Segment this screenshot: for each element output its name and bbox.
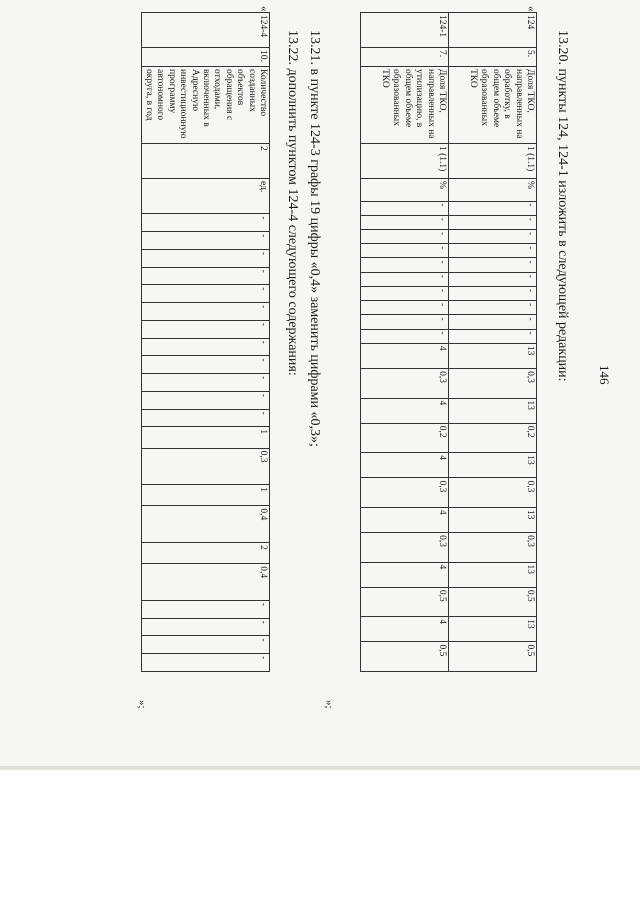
- table-cell: 13: [449, 343, 537, 368]
- table-cell: -: [141, 409, 269, 427]
- table-cell: -: [141, 654, 269, 672]
- table-cell: 1: [141, 427, 269, 448]
- table-cell: Доля ТКО, направленных на обработку, в общем объеме образованных ТКО: [449, 67, 537, 144]
- table-cell: 4: [361, 453, 449, 478]
- table-cell: -: [141, 214, 269, 232]
- table-cell: 13: [449, 507, 537, 532]
- table-cell: -: [141, 374, 269, 392]
- instruction-13-20: 13.20. пункты 124, 124-1 изложить в следующей редакции:: [555, 30, 570, 382]
- table-cell: -: [449, 286, 537, 300]
- table-cell: -: [361, 301, 449, 315]
- table-cell: 4: [361, 343, 449, 368]
- table-cell: 0,3: [361, 533, 449, 562]
- quote-open-1: «: [525, 6, 537, 12]
- table-cell: -: [141, 636, 269, 654]
- table-row: [361, 13, 449, 672]
- table-cell: -: [141, 232, 269, 250]
- table-cell: 10.: [141, 48, 269, 67]
- quote-close-1: »;: [323, 700, 335, 709]
- table-cell: -: [141, 320, 269, 338]
- table-cell: 7.: [361, 48, 449, 67]
- table-cell: 13: [449, 398, 537, 423]
- table-cell: 0,5: [449, 587, 537, 616]
- table-cell: 1: [141, 485, 269, 506]
- table-cell: 124-1: [361, 13, 449, 48]
- table-row: [141, 13, 269, 672]
- table-cell: 4: [361, 398, 449, 423]
- table-cell: %: [361, 179, 449, 202]
- table-cell: 2: [141, 543, 269, 564]
- instruction-13-22: 13.22. дополнить пунктом 124-4 следующего содержания:: [285, 30, 300, 376]
- table-cell: 0,3: [361, 478, 449, 507]
- table-cell: ед.: [141, 179, 269, 214]
- table-cell: 0,4: [141, 564, 269, 601]
- quote-close-2: »;: [136, 700, 148, 709]
- table-cell: 1 (1.1): [449, 144, 537, 179]
- table-cell: 124-4: [141, 13, 269, 48]
- table-cell: -: [141, 618, 269, 636]
- table-cell: -: [361, 272, 449, 286]
- table-cell: 13: [449, 617, 537, 642]
- table-cell: -: [361, 315, 449, 329]
- table-cell: 4: [361, 562, 449, 587]
- table-cell: -: [449, 329, 537, 343]
- table-cell: -: [141, 356, 269, 374]
- table-cell: 124: [449, 13, 537, 48]
- table-cell: 0,4: [141, 506, 269, 543]
- table-cell: 0,2: [361, 423, 449, 452]
- table-cell: -: [141, 391, 269, 409]
- table-cell: -: [141, 303, 269, 321]
- table-cell: 0,2: [449, 423, 537, 452]
- table-cell: 4: [361, 507, 449, 532]
- table-cell: -: [449, 201, 537, 215]
- table-cell: -: [449, 215, 537, 229]
- table-cell: -: [361, 215, 449, 229]
- table-cell: 0,3: [449, 478, 537, 507]
- table-cell: 4: [361, 617, 449, 642]
- table-cell: 0,5: [361, 587, 449, 616]
- table-cell: -: [449, 272, 537, 286]
- table-cell: 13: [449, 453, 537, 478]
- table-cell: 0,3: [449, 533, 537, 562]
- table-cell: -: [141, 249, 269, 267]
- table-cell: %: [449, 179, 537, 202]
- table-cell: -: [361, 201, 449, 215]
- amendment-table-124-4: [141, 12, 270, 672]
- table-cell: -: [449, 315, 537, 329]
- table-cell: -: [449, 244, 537, 258]
- table-cell: -: [141, 600, 269, 618]
- quote-open-2: «: [258, 6, 270, 12]
- table-cell: -: [361, 286, 449, 300]
- table-cell: -: [449, 301, 537, 315]
- page-number: 146: [597, 365, 612, 385]
- table-cell: Количество созданных объектов обращения с отходами, включенных в Адресную инвестиционную программу автономного округа, в год: [141, 67, 269, 144]
- table-cell: Доля ТКО, направленных на утилизацию, в общем объеме образованных ТКО: [361, 67, 449, 144]
- table-cell: -: [141, 267, 269, 285]
- table-cell: -: [449, 258, 537, 272]
- table-cell: -: [141, 285, 269, 303]
- table-cell: 2: [141, 144, 269, 179]
- table-row: [449, 13, 537, 672]
- table-cell: -: [449, 229, 537, 243]
- table-cell: -: [361, 329, 449, 343]
- table-cell: -: [361, 258, 449, 272]
- table-cell: 0,5: [361, 642, 449, 672]
- table-cell: 0,5: [449, 642, 537, 672]
- table-cell: -: [361, 229, 449, 243]
- table-cell: -: [141, 338, 269, 356]
- table-cell: 0,3: [449, 369, 537, 398]
- table-cell: 0,3: [141, 448, 269, 485]
- table-cell: 1 (1.1): [361, 144, 449, 179]
- table-cell: 13: [449, 562, 537, 587]
- table-cell: 0,3: [361, 369, 449, 398]
- instruction-13-21: 13.21. в пункте 124-3 графы 19 цифры «0,4» заменить цифрами «0,3»;: [307, 30, 322, 447]
- amendment-table-124: [360, 12, 537, 672]
- table-cell: -: [361, 244, 449, 258]
- table-cell: 5.: [449, 48, 537, 67]
